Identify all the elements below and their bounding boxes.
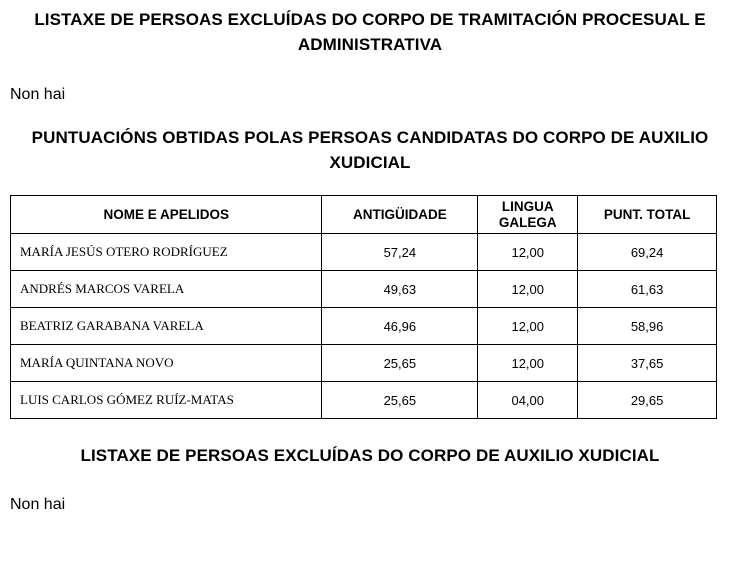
cell-seniority: 25,65	[322, 345, 478, 382]
cell-language: 12,00	[478, 345, 578, 382]
heading-scores-auxilio: PUNTUACIÓNS OBTIDAS POLAS PERSOAS CANDIDATAS DO CORPO DE AUXILIO XUDICIAL	[31, 128, 709, 172]
column-header-seniority: ANTIGÜIDADE	[322, 196, 478, 234]
column-header-total: PUNT. TOTAL	[578, 196, 717, 234]
cell-seniority: 46,96	[322, 308, 478, 345]
cell-name: MARÍA QUINTANA NOVO	[11, 345, 322, 382]
heading-excluded-tramitacion: LISTAXE DE PERSOAS EXCLUÍDAS DO CORPO DE TRAMITACIÓN PROCESUAL E ADMINISTRATIVA	[34, 10, 706, 54]
cell-total: 69,24	[578, 234, 717, 271]
cell-total: 37,65	[578, 345, 717, 382]
cell-language: 12,00	[478, 308, 578, 345]
table-row	[11, 271, 717, 308]
table-row	[11, 234, 717, 271]
cell-name: MARÍA JESÚS OTERO RODRÍGUEZ	[11, 234, 322, 271]
cell-language: 12,00	[478, 271, 578, 308]
heading-excluded-auxilio: LISTAXE DE PERSOAS EXCLUÍDAS DO CORPO DE AUXILIO XUDICIAL	[80, 446, 660, 465]
cell-language: 12,00	[478, 234, 578, 271]
cell-name: LUIS CARLOS GÓMEZ RUÍZ-MATAS	[11, 382, 322, 419]
table-row	[11, 308, 717, 345]
cell-language: 04,00	[478, 382, 578, 419]
scores-table	[10, 195, 717, 419]
no-exclusions-text: Non hai	[10, 86, 66, 103]
table-header-row	[11, 196, 717, 234]
cell-seniority: 49,63	[322, 271, 478, 308]
column-header-name: NOME E APELIDOS	[11, 196, 322, 234]
cell-total: 61,63	[578, 271, 717, 308]
cell-total: 58,96	[578, 308, 717, 345]
column-header-language: LINGUA GALEGA	[478, 196, 578, 234]
cell-total: 29,65	[578, 382, 717, 419]
no-exclusions-text: Non hai	[10, 496, 66, 513]
cell-name: ANDRÉS MARCOS VARELA	[11, 271, 322, 308]
cell-seniority: 25,65	[322, 382, 478, 419]
table-row	[11, 382, 717, 419]
cell-seniority: 57,24	[322, 234, 478, 271]
table-row	[11, 345, 717, 382]
cell-name: BEATRIZ GARABANA VARELA	[11, 308, 322, 345]
